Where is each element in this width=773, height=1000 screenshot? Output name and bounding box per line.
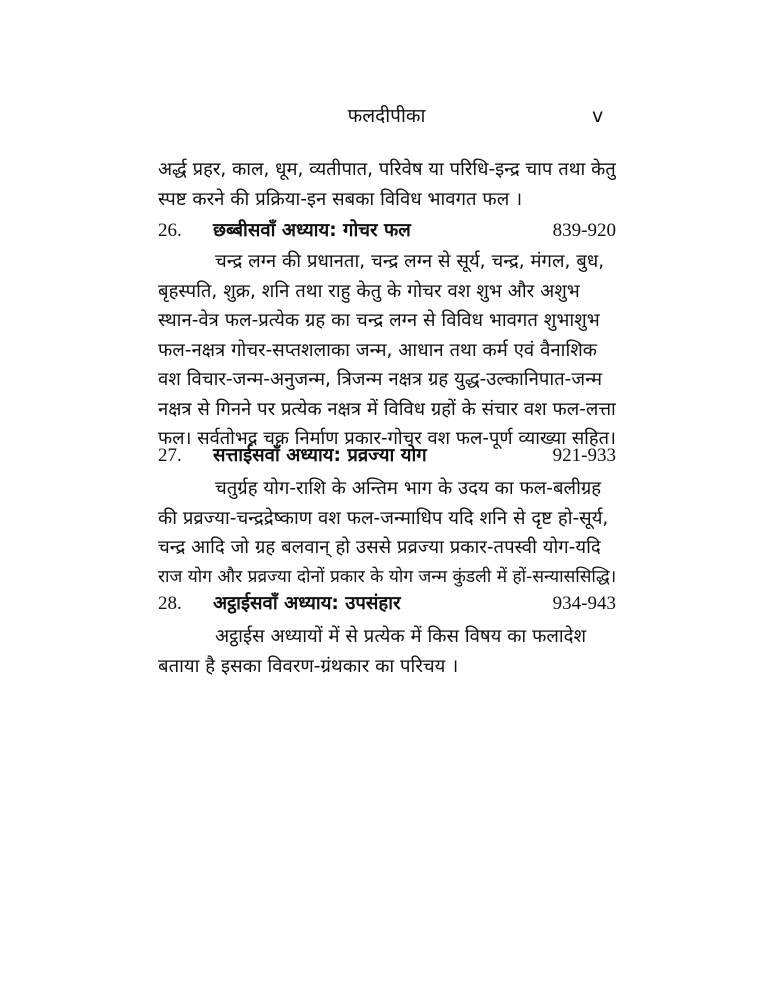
paragraph-line: स्पष्ट करने की प्रक्रिया-इन सबका विविध भावगत फल ।: [158, 188, 523, 210]
chapter-title: अट्ठाईसवाँ अध्याय: उपसंहार: [213, 593, 401, 614]
chapter-number: 28.: [158, 593, 182, 614]
chapter-heading-26: [158, 216, 616, 246]
running-title: फलदीपीका: [347, 105, 426, 127]
chapter-number: 26.: [158, 220, 182, 241]
intro-paragraph: [158, 155, 616, 214]
paragraph-line: बताया है इसका विवरण-ग्रंथकार का परिचय ।: [158, 655, 459, 677]
paragraph-line: अर्द्ध प्रहर, काल, धूम, व्यतीपात, परिवेष या परिधि-इन्द्र चाप तथा केतु: [158, 159, 616, 180]
chapter-title: छब्बीसवाँ अध्याय: गोचर फल: [213, 220, 411, 241]
paragraph-line: राज योग और प्रव्रज्या दोनों प्रकार के योग जन्म कुंडली में हों-सन्याससिद्धि।: [158, 566, 616, 587]
chapter-number: 27.: [158, 445, 182, 466]
chapter-page-range: 839-920: [552, 220, 616, 241]
paragraph-line: चन्द्र आदि जो ग्रह बलवान् हो उससे प्रव्रज्या प्रकार-तपस्वी योग-यदि: [158, 537, 601, 558]
chapter-summary-26: [158, 247, 616, 454]
paragraph-line: की प्रव्रज्या-चन्द्रद्रेष्काण वश फल-जन्माधिप यदि शनि से दृष्ट हो-सूर्य,: [158, 507, 609, 529]
paragraph-line: चतुर्ग्रह योग-राशि के अन्तिम भाग के उदय का फल-बलीग्रह: [215, 478, 602, 499]
paragraph-line: बृहस्पति, शुक्र, शनि तथा राहु केतु के गोचर वश शुभ और अशुभ: [158, 280, 580, 302]
chapter-summary-27: [158, 474, 616, 592]
chapter-title: सत्ताईसवाँ अध्याय: प्रव्रज्या योग: [213, 445, 427, 466]
chapter-page-range: 934-943: [552, 593, 616, 614]
paragraph-line: चन्द्र लग्न की प्रधानता, चन्द्र लग्न से सूर्य, चन्द्र, मंगल, बुध,: [215, 251, 605, 272]
chapter-page-range: 921-933: [552, 445, 616, 466]
chapter-heading-28: [158, 589, 616, 619]
paragraph-line: अट्ठाईस अध्यायों में से प्रत्येक में किस विषय का फलादेश: [215, 626, 587, 647]
paragraph-line: वश विचार-जन्म-अनुजन्म, त्रिजन्म नक्षत्र ग्रह युद्ध-उल्कानिपात-जन्म: [158, 369, 603, 390]
chapter-heading-27: [158, 441, 616, 471]
page-number: v: [592, 105, 604, 127]
paragraph-line: फल-नक्षत्र गोचर-सप्तशलाका जन्म, आधान तथा कर्म एवं वैनाशिक: [158, 339, 598, 361]
paragraph-line: फल। सर्वतोभद्र चक्र निर्माण प्रकार-गोचर वश फल-पूर्ण व्याख्या सहित।: [158, 428, 616, 449]
chapter-summary-28: [158, 622, 616, 681]
paragraph-line: स्थान-वेत्र फल-प्रत्येक ग्रह का चन्द्र लग्न से विविध भावगत शुभाशुभ: [158, 310, 600, 331]
paragraph-line: नक्षत्र से गिनने पर प्रत्येक नक्षत्र में विविध ग्रहों के संचार वश फल-लत्ता: [158, 398, 616, 420]
